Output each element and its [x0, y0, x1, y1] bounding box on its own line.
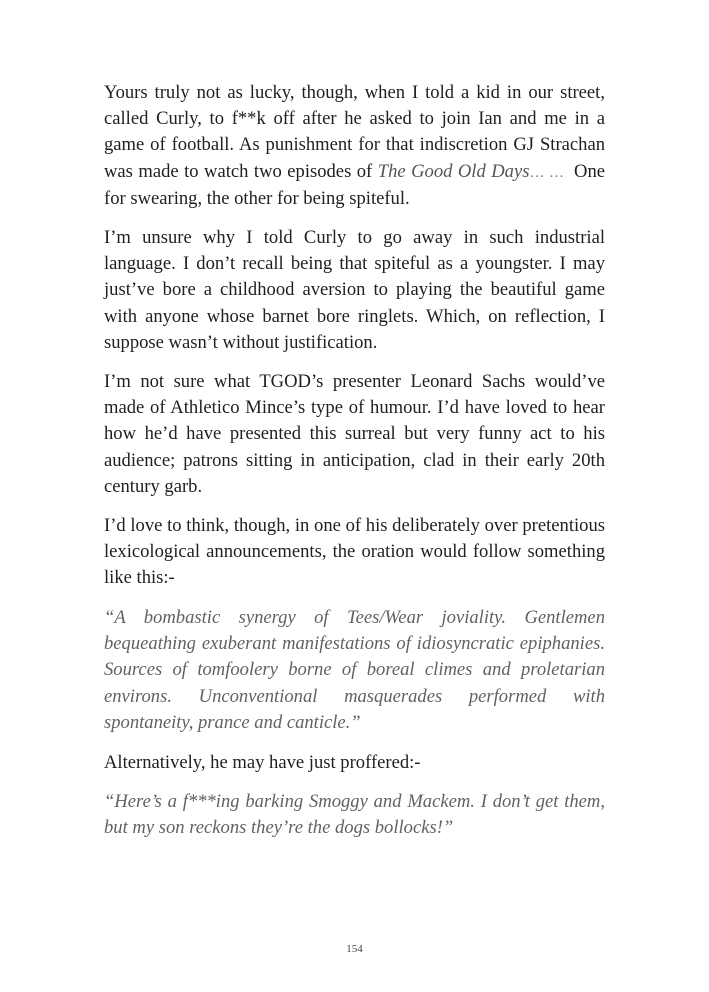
paragraph-2: I’m unsure why I told Curly to go away in such industrial language. I don’t recall being that spiteful as a youngster. I may just’ve bore a childhood aversion to playing the beautiful game with anyone whose barnet bore ringlets. Which, on reflection, I suppose wasn’t without justification.: [104, 227, 605, 353]
paragraph-4: I’d love to think, though, in one of his deliberately over pretentious lexicological announcements, the oration would follow something like this:-: [104, 515, 605, 589]
paragraph-1: [104, 80, 605, 212]
show-title: The Good Old Days: [377, 160, 530, 182]
paragraph-1-text: Yours truly not as lucky, though, when I told a kid in our street, called Curly, to f**k off after he asked to join Ian and me in a game of football. As punishment for that indiscretion GJ Strachan was made to watch two episodes of: [104, 82, 605, 182]
quote-1: “A bombastic synergy of Tees/Wear joviality. Gentlemen bequeathing exuberant manifestations of idiosyncratic epiphanies. Sources of tomfoolery borne of boreal climes and proletarian environs. Unconventional masquerades performed with spontaneity, prance and canticle.”: [104, 606, 605, 734]
paragraph-3: I’m not sure what TGOD’s presenter Leonard Sachs would’ve made of Athletico Mince’s type of humour. I’d have loved to hear how he’d have presented this surreal but very funny act to his audience; patrons sitting in anticipation, clad in their early 20th century garb.: [104, 371, 605, 497]
paragraph-1-end: One for swearing, the other for being spiteful.: [104, 160, 606, 209]
page-body: [104, 80, 605, 855]
paragraph-5: Alternatively, he may have just proffered:-: [104, 751, 421, 773]
ellipsis: … …: [529, 164, 565, 181]
quote-2: “Here’s a f***ing barking Smoggy and Mackem. I don’t get them, but my son reckons they’re the dogs bollocks!”: [104, 790, 605, 839]
page-number: 154: [346, 943, 363, 955]
